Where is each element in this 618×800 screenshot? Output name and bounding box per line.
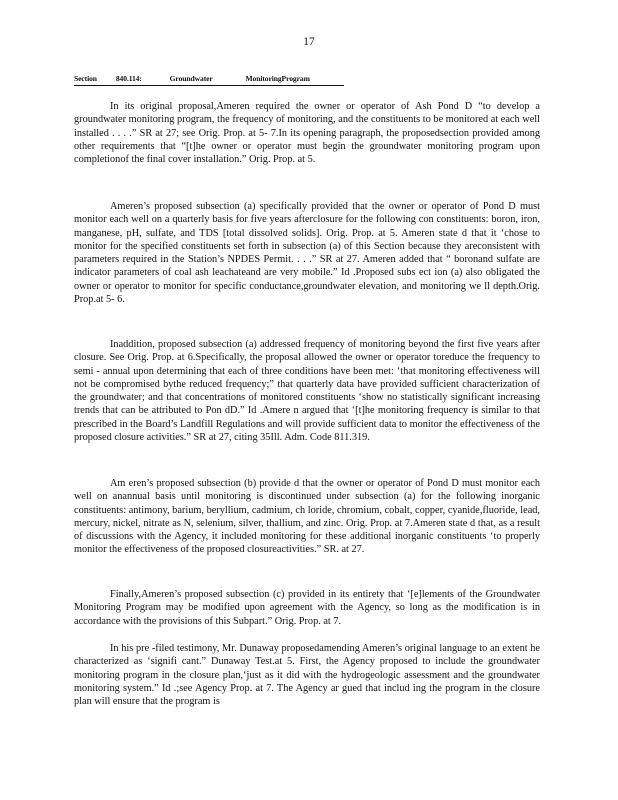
paragraph-monitoring-frequency bbox=[74, 338, 540, 444]
section-label: Section bbox=[74, 74, 97, 83]
section-title-part1: Groundwater bbox=[169, 74, 213, 83]
paragraph-original-proposal bbox=[74, 100, 540, 166]
paragraph-text: In its original proposal,Ameren required the owner or operator of Ash Pond D “to develop a groundwater monitoring program, the frequency of monitoring, and the constituents to be monitored at each well installed . . . .” SR at 27; see Orig. Prop. at 5- 7.In its opening paragraph, the proposedsection provided among other requirements that “[t]he owner or operator must begin the groundwater monitoring program upon completionof the final cover installation.” Orig. Prop. at 5. bbox=[74, 101, 540, 166]
paragraph-text: Inaddition, proposed subsection (a) addressed frequency of monitoring beyond the first five years after closure. See Orig. Prop. at 6.Specifically, the proposal allowed the owner or operator toreduce the frequency to semi - annual upon determining that each of three conditions have been met: ‘that monitoring effectiveness will not be compromised bythe reduced frequency;” that quarterly data have provided sufficient characterization of the groundwater; and that concentrations of monitored constituents ‘show no statistically significant increasing trends that can be attributed to Pon dD.” Id .Amere n argued that ‘[t]he monitoring frequency is similar to that prescribed in the Board’s Landfill Regulations and will provide sufficient data to monitor the effectiveness of the proposed closure activities.” SR at 27, citing 35Ill. Adm. Code 811.319. bbox=[74, 339, 540, 444]
paragraph-subsection-c bbox=[74, 588, 540, 628]
page-number: 17 bbox=[303, 36, 315, 48]
section-number: 840.114: bbox=[115, 74, 142, 83]
paragraph-dunaway-testimony bbox=[74, 642, 540, 708]
paragraph-text: Am eren’s proposed subsection (b) provide d that the owner or operator of Pond D must monitor each well on anannual basis until monitoring is discontinued under subsection (a) for the following inorganic constituents: antimony, barium, beryllium, cadmium, ch loride, chromium, cobalt, copper, cyanide,fluoride, lead, mercury, nickel, nitrate as N, selenium, silver, thallium, and zinc. Orig. Prop. at 7.Ameren state d that, as a result of discussions with the Agency, it included monitoring for these additional inorganic constituents ‘to properly monitor the effectiveness of the proposed closureactivities.” SR. at 27. bbox=[74, 478, 540, 556]
section-heading bbox=[74, 74, 344, 86]
section-title-part2: MonitoringProgram bbox=[245, 74, 310, 83]
paragraph-subsection-b bbox=[74, 477, 540, 557]
paragraph-text: In his pre -filed testimony, Mr. Dunaway proposedamending Ameren’s original language to an extent he characterized as ‘signifi cant.” Dunaway Test.at 5. First, the Agency proposed to include the groundwater monitoring program in the closure plan,‘just as it did with the hydrogeologic assessment and the groundwater monitoring system.” Id .;see Agency Prop. at 7. The Agency ar gued that includ ing the program in the closure plan will ensure that the program is bbox=[74, 643, 540, 708]
paragraph-text: Ameren’s proposed subsection (a) specifically provided that the owner or operator of Pond D must monitor each well on a quarterly basis for five years afterclosure for the following con constituents: boron, iron, manganese, pH, sulfate, and TDS [total dissolved solids]. Orig. Prop. at 5. Ameren state d that it ‘chose to monitor for the specified constituents set forth in subsection (a) of this Section because they areconsistent with parameters required in the Station’s NPDES Permit. . . .” SR at 27. Ameren added that “ boronand sulfate are indicator parameters of coal ash leachateand are very mobile.” Id .Proposed subs ect ion (a) also obligated the owner or operator to monitor for specific conductance,groundwater elevation, and monitoring we ll depth.Orig. Prop.at 5- 6. bbox=[74, 201, 540, 306]
paragraph-text: Finally,Ameren’s proposed subsection (c) provided in its entirety that ‘[e]lements of the Groundwater Monitoring Program may be modified upon agreement with the Agency, so long as the modification is in accordance with the provisions of this Subpart.” Orig. Prop. at 7. bbox=[74, 589, 540, 627]
paragraph-subsection-a bbox=[74, 200, 540, 306]
